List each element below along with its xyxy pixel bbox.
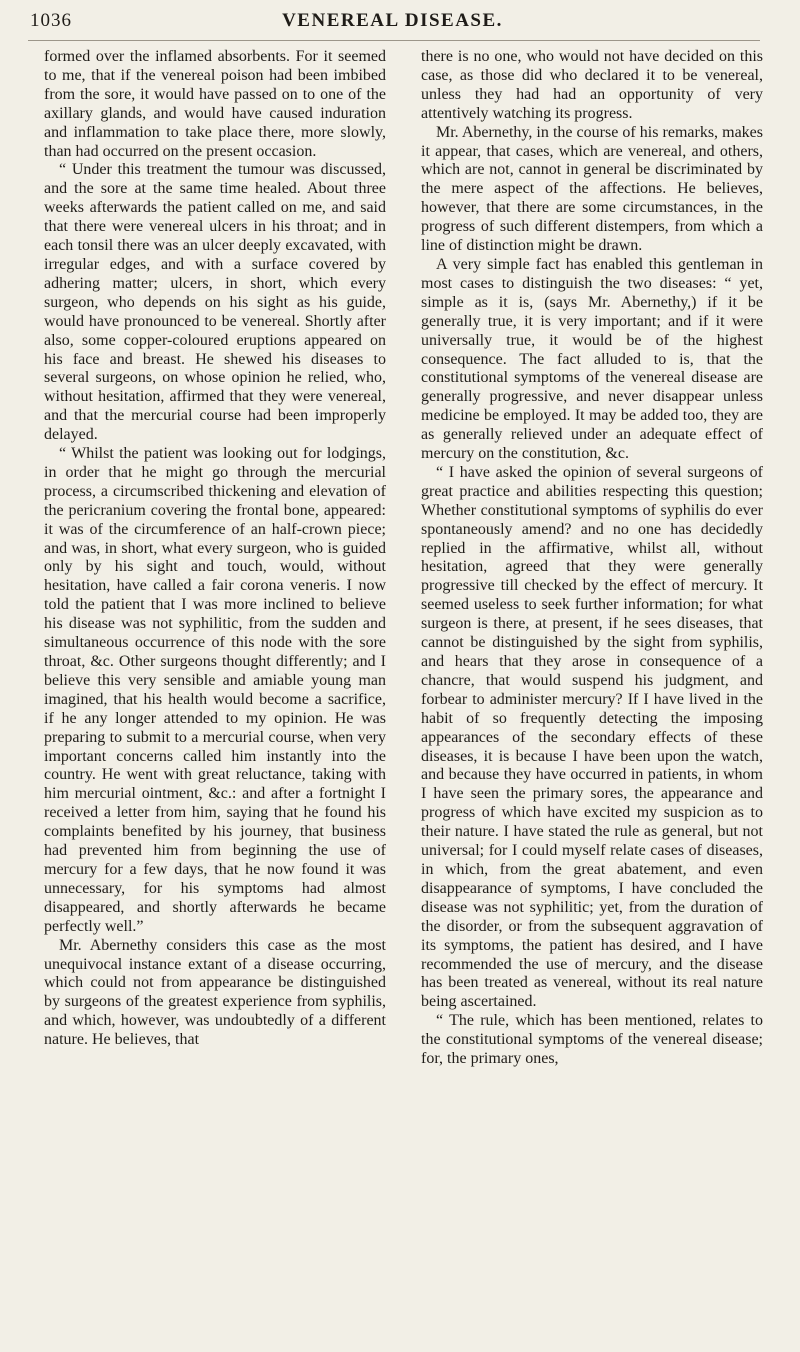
running-head: VENEREAL DISEASE. [282,10,503,31]
paragraph: “ The rule, which has been mentioned, relates to the constitutional symptoms of the venereal disease; for, the primary ones, [421,1012,763,1068]
paragraph: “ Under this treatment the tumour was discussed, and the sore at the same time healed. About three weeks afterwards the patient called on me, and said that there were venereal ulcers in his throat; and in each tonsil there was an ulcer deeply excavated, with irregular edges, and with a surface covered by adhering matter; ulcers, in short, which every surgeon, who depends on his sight as his guide, would have pronounced to be venereal. Shortly after also, some copper-coloured eruptions appeared on his face and breast. He shewed his diseases to several surgeons, on whose opinion he relied, who, without hesitation, affirmed that they were venereal, and that the mercurial course had been improperly delayed. [44,161,386,444]
paragraph: formed over the inflamed absorbents. For it seemed to me, that if the venereal poison had been imbibed from the sore, it would have passed on to one of the axillary glands, and would have caused induration and inflammation to take place there, more slowly, than had occurred on the present occasion. [44,48,386,160]
paragraph: “ I have asked the opinion of several surgeons of great practice and abilities respecting this question; Whether constitutional symptoms of syphilis do ever spontaneously amend? and no one has decidedly replied in the affirmative, whilst all, without hesitation, agreed that they were generally progressive till checked by the effect of mercury. It seemed useless to seek further information; for what surgeon is there, at present, if he sees diseases, that cannot be distinguished by the sight from syphilis, and hears that they arose in consequence of a chancre, that would suspend his judgment, and forbear to administer mercury? If I have lived in the habit of so frequently detecting the imposing appearances of the secondary effects of these diseases, it is because I have been upon the watch, and because they have occurred in patients, in whom I have seen the primary sores, the appearance and progress of which have excited my suspicion as to their nature. I have stated the rule as general, but not universal; for I could myself relate cases of diseases, in which, from the great abatement, and even disappearance of symptoms, I have concluded the disease was not syphilitic; yet, from the duration of the disorder, or from the subsequent aggravation of its symptoms, the patient has desired, and I have recommended the use of mercury, and the disease has been treated as venereal, without its real nature being ascertained. [421,463,763,1011]
header-rule [28,40,760,41]
right-column [421,48,763,1069]
paragraph: Mr. Abernethy, in the course of his remarks, makes it appear, that cases, which are venereal, and others, which are not, cannot in general be discriminated by the mere aspect of the affections. He believes, however, that there are some circumstances, in the progress of such different distempers, from which a line of distinction might be drawn. [421,123,763,255]
page-header [30,10,755,40]
left-column [44,48,386,1050]
paragraph: Mr. Abernethy considers this case as the most unequivocal instance extant of a disease occurring, which could not from appearance be distinguished by surgeons of the greatest experience from syphilis, and which, however, was undoubtedly of a different nature. He believes, that [44,936,386,1049]
paragraph: “ Whilst the patient was looking out for lodgings, in order that he might go through the mercurial process, a circumscribed thickening and elevation of the pericranium covering the frontal bone, appeared: it was of the circumference of an half-crown piece; and was, in short, what every surgeon, who is guided only by his sight and touch, would, without hesitation, have called a fair corona veneris. I now told the patient that I was more inclined to believe his disease was not syphilitic, from the sudden and simultaneous occurrence of this node with the sore throat, &c. Other surgeons thought differently; and I believe this very sensible and amiable young man imagined, that his health would become a sacrifice, if he any longer attended to my opinion. He was preparing to submit to a mercurial course, when very important concerns called him instantly into the country. He went with great reluctance, taking with him mercurial ointment, &c.: and after a fortnight I received a letter from him, saying that he found his complaints benefited by his journey, that business had prevented him from beginning the use of mercury for a few days, that he now found it was unnecessary, for his symptoms had almost disappeared, and shortly afterwards he became perfectly well.” [44,445,386,935]
paragraph: there is no one, who would not have decided on this case, as those did who declared it to be venereal, unless they had had an opportunity of very attentively watching its progress. [421,48,763,122]
page-number: 1036 [30,10,72,31]
paragraph: A very simple fact has enabled this gentleman in most cases to distinguish the two diseases: “ yet, simple as it is, (says Mr. Abernethy,) if it be generally true, it is very important; and if it were universally true, it would be of the highest consequence. The fact alluded to is, that the constitutional symptoms of the venereal disease are generally progressive, and never disappear unless medicine be employed. It may be added too, they are as generally relieved under an adequate effect of mercury on the constitution, &c. [421,255,763,463]
